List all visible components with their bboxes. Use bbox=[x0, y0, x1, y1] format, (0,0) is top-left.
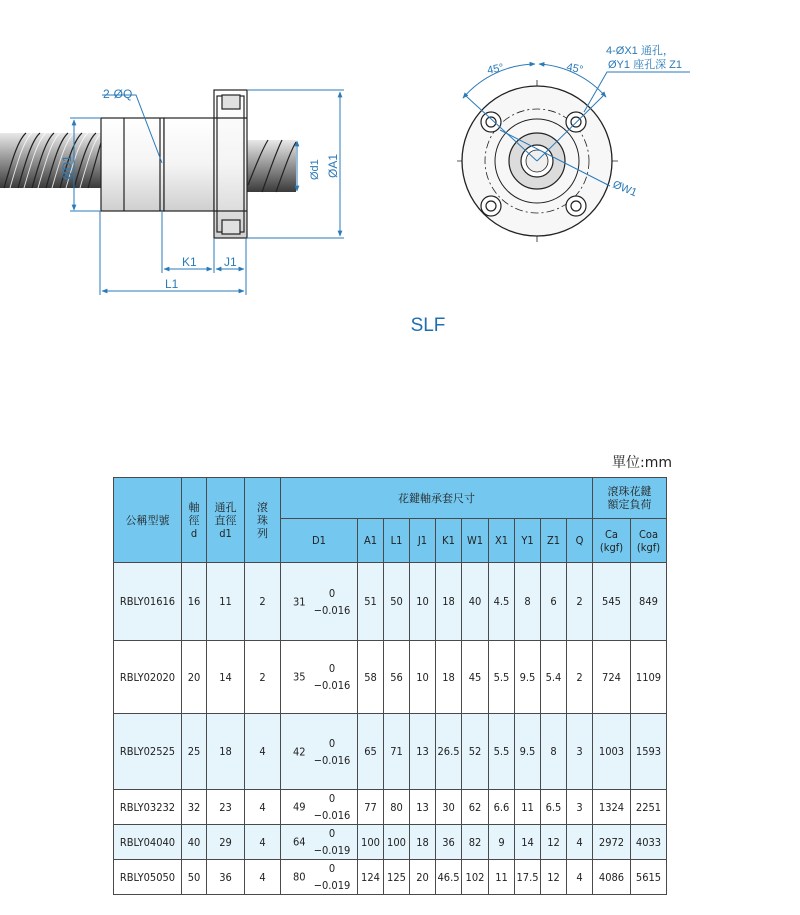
tolerance-upper: 0 bbox=[328, 662, 336, 675]
cell-D1-value: 31 bbox=[293, 595, 306, 608]
cell-W1: 82 bbox=[462, 825, 489, 860]
header-X1: X1 bbox=[489, 519, 515, 563]
tolerance-lower: −0.019 bbox=[313, 879, 351, 892]
cell-d1: 23 bbox=[207, 790, 245, 825]
cell-D1-value: 64 bbox=[293, 835, 306, 849]
cell-A1: 100 bbox=[358, 825, 384, 860]
screw-shaft-left bbox=[0, 133, 102, 188]
cell-D1-value: 35 bbox=[293, 670, 306, 684]
cell-model: RBLY04040 bbox=[114, 825, 182, 860]
cell-K1: 30 bbox=[436, 790, 462, 825]
cell-Q: 2 bbox=[567, 641, 593, 714]
hole-note-line2: ØY1 座孔深 Z1 bbox=[608, 59, 682, 71]
cell-J1: 18 bbox=[410, 825, 436, 860]
cell-X1: 5.5 bbox=[489, 641, 515, 714]
w1-label: ØW1 bbox=[610, 178, 639, 200]
cell-ball-rows: 2 bbox=[245, 563, 281, 641]
technical-drawing bbox=[0, 0, 800, 440]
header-model: 公稱型號 bbox=[114, 478, 182, 563]
header-bore: 通孔 直徑 d1 bbox=[207, 478, 245, 563]
cell-Y1: 11 bbox=[515, 790, 541, 825]
cell-Ca: 2972 bbox=[593, 825, 631, 860]
header-L1: L1 bbox=[384, 519, 410, 563]
header-Y1: Y1 bbox=[515, 519, 541, 563]
cell-L1: 56 bbox=[384, 641, 410, 714]
cell-d: 32 bbox=[182, 790, 207, 825]
a1-label: ØA1 bbox=[326, 153, 340, 178]
cell-ball-rows: 4 bbox=[245, 714, 281, 790]
cell-d1: 11 bbox=[207, 563, 245, 641]
d1-inner-label: Ød1 bbox=[309, 159, 321, 180]
cell-W1: 52 bbox=[462, 714, 489, 790]
cell-Q: 4 bbox=[567, 860, 593, 895]
tolerance-lower: −0.016 bbox=[313, 753, 351, 767]
tolerance-upper: 0 bbox=[328, 736, 336, 750]
cell-X1: 5.5 bbox=[489, 714, 515, 790]
cell-model: RBLY02020 bbox=[114, 641, 182, 714]
cell-Ca: 4086 bbox=[593, 860, 631, 895]
tolerance-lower: −0.016 bbox=[313, 679, 351, 692]
cell-D1 bbox=[281, 825, 358, 860]
cell-K1: 18 bbox=[436, 563, 462, 641]
front-view bbox=[457, 43, 690, 242]
cell-D1 bbox=[281, 563, 358, 641]
table-row bbox=[114, 563, 667, 641]
header-Q: Q bbox=[567, 519, 593, 563]
cell-J1: 20 bbox=[410, 860, 436, 895]
cell-Coa: 2251 bbox=[631, 790, 667, 825]
tolerance-upper: 0 bbox=[328, 862, 336, 875]
angle-right-label: 45° bbox=[565, 61, 585, 77]
cell-K1: 26.5 bbox=[436, 714, 462, 790]
cell-K1: 36 bbox=[436, 825, 462, 860]
cell-d: 16 bbox=[182, 563, 207, 641]
cell-D1-value: 80 bbox=[293, 870, 306, 884]
screw-shaft-right bbox=[246, 140, 296, 192]
header-D1: D1 bbox=[281, 519, 358, 563]
cell-Z1: 12 bbox=[541, 825, 567, 860]
cell-Y1: 9.5 bbox=[515, 714, 541, 790]
cell-D1 bbox=[281, 790, 358, 825]
cell-X1: 9 bbox=[489, 825, 515, 860]
header-J1: J1 bbox=[410, 519, 436, 563]
header-Ca: Ca (kgf) bbox=[593, 519, 631, 563]
cell-W1: 102 bbox=[462, 860, 489, 895]
cell-J1: 10 bbox=[410, 641, 436, 714]
cell-Q: 3 bbox=[567, 714, 593, 790]
cell-Q: 4 bbox=[567, 825, 593, 860]
cell-L1: 125 bbox=[384, 860, 410, 895]
cell-A1: 65 bbox=[358, 714, 384, 790]
spline-nut-body bbox=[101, 90, 247, 238]
cell-L1: 50 bbox=[384, 563, 410, 641]
cell-K1: 18 bbox=[436, 641, 462, 714]
cell-X1: 6.6 bbox=[489, 790, 515, 825]
header-W1: W1 bbox=[462, 519, 489, 563]
cell-d1: 18 bbox=[207, 714, 245, 790]
angle-left-label: 45° bbox=[486, 61, 505, 77]
cell-D1-value: 42 bbox=[293, 745, 306, 758]
cell-d: 20 bbox=[182, 641, 207, 714]
table-row bbox=[114, 790, 667, 825]
cell-A1: 77 bbox=[358, 790, 384, 825]
cell-D1-value: 49 bbox=[293, 800, 306, 814]
cell-ball-rows: 4 bbox=[245, 860, 281, 895]
d1-outer-label: ØD1 bbox=[60, 155, 74, 180]
l1-label: L1 bbox=[165, 277, 179, 291]
tolerance-lower: −0.019 bbox=[313, 844, 351, 857]
cell-d1: 29 bbox=[207, 825, 245, 860]
tolerance-upper: 0 bbox=[328, 792, 336, 805]
cell-W1: 62 bbox=[462, 790, 489, 825]
cell-Y1: 14 bbox=[515, 825, 541, 860]
cell-model: RBLY03232 bbox=[114, 790, 182, 825]
cell-L1: 80 bbox=[384, 790, 410, 825]
cell-D1-tolerance bbox=[313, 825, 351, 859]
cell-A1: 51 bbox=[358, 563, 384, 641]
cell-A1: 124 bbox=[358, 860, 384, 895]
cell-ball-rows: 4 bbox=[245, 825, 281, 860]
spec-table bbox=[113, 477, 667, 895]
cell-d1: 36 bbox=[207, 860, 245, 895]
header-ball-rows: 滾 珠 列 bbox=[245, 478, 281, 563]
unit-label: 單位:mm bbox=[612, 455, 672, 471]
cell-ball-rows: 2 bbox=[245, 641, 281, 714]
cell-Z1: 12 bbox=[541, 860, 567, 895]
cell-Coa: 849 bbox=[631, 563, 667, 641]
header-load: 滾珠花鍵 額定負荷 bbox=[593, 478, 667, 519]
cell-model: RBLY01616 bbox=[114, 563, 182, 641]
cell-X1: 11 bbox=[489, 860, 515, 895]
tolerance-upper: 0 bbox=[328, 827, 336, 840]
cell-Ca: 1324 bbox=[593, 790, 631, 825]
cell-D1-tolerance bbox=[313, 735, 351, 769]
cell-Y1: 9.5 bbox=[515, 641, 541, 714]
cell-model: RBLY02525 bbox=[114, 714, 182, 790]
cell-X1: 4.5 bbox=[489, 563, 515, 641]
tolerance-lower: −0.016 bbox=[313, 809, 351, 822]
cell-Coa: 1109 bbox=[631, 641, 667, 714]
cell-Coa: 4033 bbox=[631, 825, 667, 860]
table-row bbox=[114, 860, 667, 895]
cell-W1: 40 bbox=[462, 563, 489, 641]
cell-A1: 58 bbox=[358, 641, 384, 714]
cell-Coa: 5615 bbox=[631, 860, 667, 895]
cell-D1 bbox=[281, 714, 358, 790]
table-row bbox=[114, 641, 667, 714]
cell-W1: 45 bbox=[462, 641, 489, 714]
model-title: SLF bbox=[410, 315, 446, 336]
cell-J1: 13 bbox=[410, 790, 436, 825]
header-dimensions: 花鍵軸承套尺寸 bbox=[281, 478, 593, 519]
cell-Z1: 6 bbox=[541, 563, 567, 641]
cell-Z1: 8 bbox=[541, 714, 567, 790]
header-row-1 bbox=[114, 478, 667, 519]
cell-J1: 10 bbox=[410, 563, 436, 641]
header-Coa: Coa (kgf) bbox=[631, 519, 667, 563]
cell-ball-rows: 4 bbox=[245, 790, 281, 825]
header-K1: K1 bbox=[436, 519, 462, 563]
cell-D1-tolerance bbox=[313, 660, 351, 694]
cell-Y1: 17.5 bbox=[515, 860, 541, 895]
hole-note-line1: 4-ØX1 通孔， bbox=[606, 45, 674, 57]
cell-d: 50 bbox=[182, 860, 207, 895]
cell-d: 40 bbox=[182, 825, 207, 860]
cell-J1: 13 bbox=[410, 714, 436, 790]
table-row bbox=[114, 714, 667, 790]
cell-K1: 46.5 bbox=[436, 860, 462, 895]
tolerance-upper: 0 bbox=[328, 586, 336, 600]
cell-Z1: 6.5 bbox=[541, 790, 567, 825]
cell-Y1: 8 bbox=[515, 563, 541, 641]
q-label: 2-ØQ bbox=[103, 87, 133, 101]
cell-D1 bbox=[281, 860, 358, 895]
cell-d1: 14 bbox=[207, 641, 245, 714]
header-shaft: 軸 徑 d bbox=[182, 478, 207, 563]
cell-Z1: 5.4 bbox=[541, 641, 567, 714]
cell-d: 25 bbox=[182, 714, 207, 790]
cell-Ca: 724 bbox=[593, 641, 631, 714]
header-Z1: Z1 bbox=[541, 519, 567, 563]
cell-D1-tolerance bbox=[313, 790, 351, 824]
cell-Q: 3 bbox=[567, 790, 593, 825]
cell-D1-tolerance bbox=[313, 585, 351, 619]
k1-label: K1 bbox=[182, 255, 197, 269]
cell-Ca: 545 bbox=[593, 563, 631, 641]
cell-L1: 71 bbox=[384, 714, 410, 790]
cell-Ca: 1003 bbox=[593, 714, 631, 790]
table-row bbox=[114, 825, 667, 860]
header-A1: A1 bbox=[358, 519, 384, 563]
cell-L1: 100 bbox=[384, 825, 410, 860]
j1-label: J1 bbox=[224, 255, 237, 269]
cell-D1-tolerance bbox=[313, 860, 351, 894]
cell-Q: 2 bbox=[567, 563, 593, 641]
cell-Coa: 1593 bbox=[631, 714, 667, 790]
cell-model: RBLY05050 bbox=[114, 860, 182, 895]
tolerance-lower: −0.016 bbox=[313, 603, 351, 617]
cell-D1 bbox=[281, 641, 358, 714]
